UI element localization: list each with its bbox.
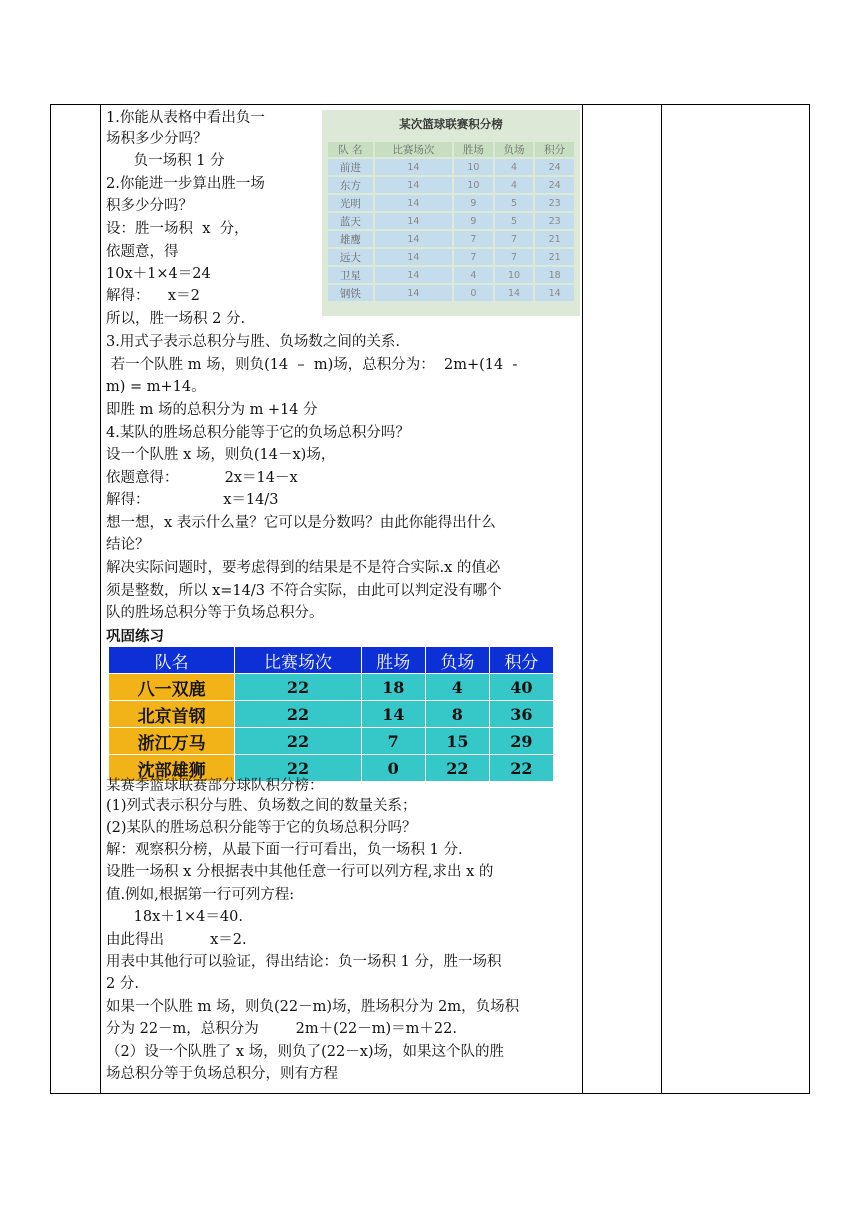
standings-table [326,140,576,303]
table-cell: 14 [375,285,452,301]
table-cell: 14 [375,159,452,175]
table-cell: 14 [535,285,574,301]
table-cell: 14 [375,267,452,283]
text-line: 负一场积 1 分 [106,153,225,169]
table-cell: 10 [454,159,493,175]
text-line: 想一想，x 表示什么量？它可以是分数吗？由此你能得出什么 [106,515,496,531]
table-header-cell: 队名 [109,647,235,674]
table-cell: 7 [454,231,493,247]
table-header-cell: 积分 [489,647,553,674]
text-line: （2）设一个队胜了 x 场，则负了(22－x)场，如果这个队的胜 [106,1044,505,1060]
table-cell: 浙江万马 [109,728,235,755]
table-header-cell: 负场 [425,647,489,674]
text-line: (2)某队的胜场总积分能等于它的负场总积分吗？ [106,820,417,836]
standings-table-image [322,110,580,316]
table-header-cell: 胜场 [361,647,425,674]
text-line: 设一个队胜 x 场，则负(14－x)场， [106,447,336,463]
table-header-cell: 负场 [495,142,534,157]
text-line: 如果一个队胜 m 场，则负(22－m)场，胜场积分为 2m，负场积 [106,999,520,1015]
table-cell: 24 [535,159,574,175]
table-row [328,231,574,247]
exercise-table [108,646,554,782]
text-line: 18x＋1×4＝40. [106,909,243,925]
text-line: 用表中其他行可以验证，得出结论：负一场积 1 分，胜一场积 [106,954,502,970]
table-cell: 15 [425,728,489,755]
table-cell: 24 [535,177,574,193]
table-row [328,159,574,175]
table-cell: 沈部雄狮 [109,755,235,782]
table-cell: 21 [535,231,574,247]
table-cell: 18 [535,267,574,283]
table-cell: 22 [489,755,553,782]
table-header-row [328,142,574,157]
table-header-cell: 比赛场次 [235,647,361,674]
text-line: 解得： x＝14/3 [106,492,279,508]
text-line: 即胜 m 场的总积分为 m +14 分 [106,402,318,418]
table-cell: 5 [495,195,534,211]
text-line: m) = m+14。 [106,379,206,395]
table-row [328,213,574,229]
text-line: 所以，胜一场积 2 分. [106,311,246,327]
table-row [109,701,554,728]
text-line: 积多少分吗？ [106,198,193,214]
table-cell: 4 [495,159,534,175]
text-line: 解得： x＝2 [106,288,200,304]
table-cell: 前进 [328,159,373,175]
column-divider [582,105,583,1093]
table-cell: 14 [375,213,452,229]
text-line: 解决实际问题时，要考虑得到的结果是不是符合实际.x 的值必 [106,560,501,576]
table-row [109,728,554,755]
table-cell: 7 [495,231,534,247]
table-cell: 23 [535,195,574,211]
table-header-cell: 队 名 [328,142,373,157]
text-line: 须是整数，所以 x=14/3 不符合实际，由此可以判定没有哪个 [106,583,502,599]
table-cell: 钢铁 [328,285,373,301]
standings-caption: 某次篮球联赛积分榜 [399,117,503,131]
table-header-cell: 积分 [535,142,574,157]
text-line: 队的胜场总积分等于负场总积分。 [106,605,324,621]
table-cell: 29 [489,728,553,755]
table-cell: 八一双鹿 [109,674,235,701]
table-cell: 7 [361,728,425,755]
text-line: 值.例如,根据第一行可列方程: [106,887,295,903]
table-cell: 22 [235,728,361,755]
table-cell: 雄鹰 [328,231,373,247]
text-line: 3.用式子表示总积分与胜、负场数之间的关系. [106,334,400,350]
text-line: 设胜一场积 x 分根据表中其他任意一行可以列方程,求出 x 的 [106,864,494,880]
text-line: 1.你能从表格中看出负一 [106,110,265,126]
table-cell: 4 [454,267,493,283]
table-cell: 36 [489,701,553,728]
table-cell: 卫星 [328,267,373,283]
table-cell: 14 [375,249,452,265]
table-cell: 40 [489,674,553,701]
table-cell: 远大 [328,249,373,265]
text-line: 解：观察积分榜，从最下面一行可看出，负一场积 1 分. [106,842,463,858]
column-divider [100,105,101,1093]
table-cell: 23 [535,213,574,229]
table-cell: 22 [235,755,361,782]
table-cell: 7 [495,249,534,265]
table-cell: 14 [375,231,452,247]
text-line: 若一个队胜 m 场，则负(14 – m)场，总积分为： 2m+(14 - [106,357,518,373]
text-line: 2.你能进一步算出胜一场 [106,176,265,192]
text-line: 10x＋1×4＝24 [106,266,211,282]
table-row [328,267,574,283]
column-divider [661,105,662,1093]
table-cell: 4 [425,674,489,701]
table-cell: 0 [361,755,425,782]
table-cell: 9 [454,195,493,211]
text-line: 设：胜一场积 x 分， [106,221,249,237]
text-line: 场积多少分吗？ [106,131,208,147]
text-line: 分为 22－m，总积分为 2m＋(22－m)＝m＋22. [106,1021,457,1037]
table-cell: 18 [361,674,425,701]
text-line: 4.某队的胜场总积分能等于它的负场总积分吗？ [106,425,410,441]
text-line: 依题意得： 2x＝14－x [106,470,298,486]
table-header-row [109,647,554,674]
table-cell: 10 [454,177,493,193]
table-cell: 14 [495,285,534,301]
text-line: 结论？ [106,537,150,553]
table-cell: 21 [535,249,574,265]
table-row [109,674,554,701]
table-row [328,285,574,301]
table-cell: 8 [425,701,489,728]
table-cell: 东方 [328,177,373,193]
table-cell: 9 [454,213,493,229]
table-cell: 7 [454,249,493,265]
table-cell: 蓝天 [328,213,373,229]
table-cell: 10 [495,267,534,283]
text-line: 某赛季篮球联赛部分球队积分榜： [106,778,324,794]
text-line: 场总积分等于负场总积分，则有方程 [106,1066,338,1082]
table-cell: 22 [425,755,489,782]
text-line: (1)列式表示积分与胜、负场数之间的数量关系； [106,798,417,814]
table-cell: 14 [375,195,452,211]
table-cell: 北京首钢 [109,701,235,728]
table-cell: 0 [454,285,493,301]
table-cell: 5 [495,213,534,229]
table-cell: 22 [235,701,361,728]
table-row [328,249,574,265]
text-line: 由此得出 x＝2. [106,932,247,948]
section-title: 巩固练习 [106,629,164,645]
text-line: 依题意，得 [106,244,179,260]
table-cell: 14 [375,177,452,193]
table-header-cell: 胜场 [454,142,493,157]
table-cell: 4 [495,177,534,193]
table-header-cell: 比赛场次 [375,142,452,157]
table-cell: 光明 [328,195,373,211]
text-line: 2 分. [106,976,139,992]
table-row [328,177,574,193]
table-cell: 14 [361,701,425,728]
table-cell: 22 [235,674,361,701]
table-row [328,195,574,211]
